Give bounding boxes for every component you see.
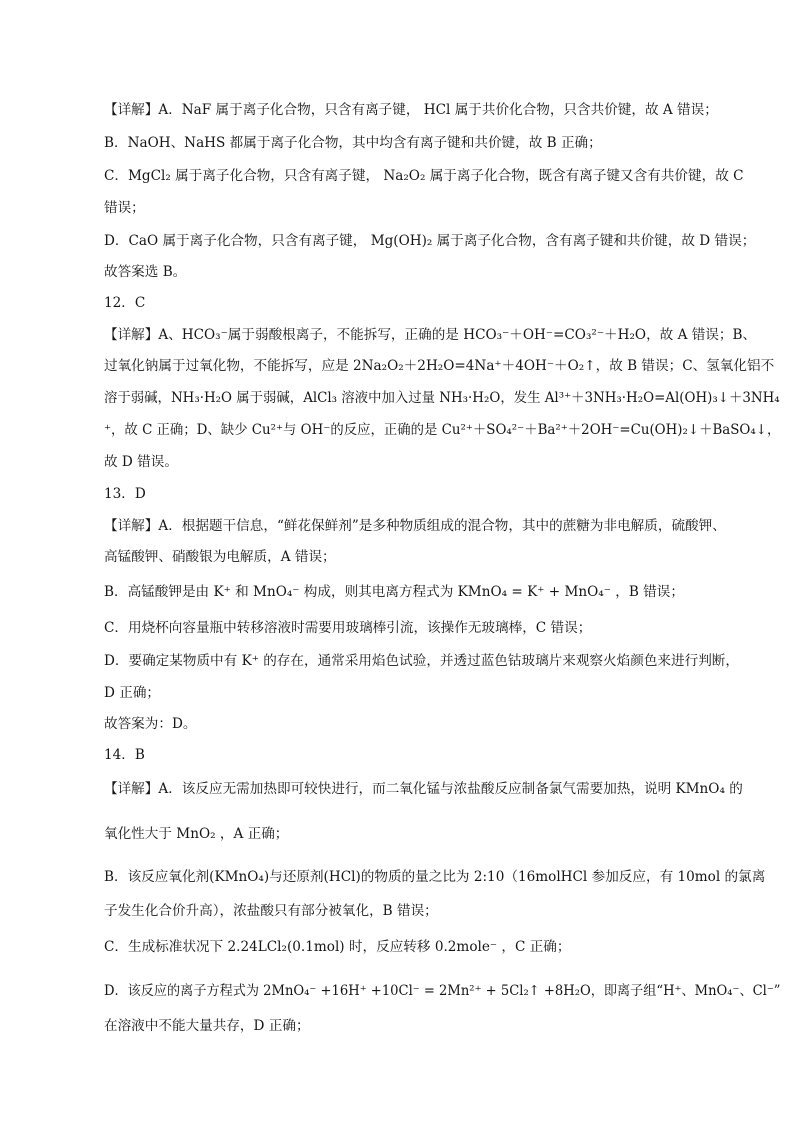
- question-number: 12．C: [104, 295, 146, 311]
- text-line: 子发生化合价升高），浓盐酸只有部分被氧化，B 错误；: [104, 903, 438, 919]
- text-line: 【详解】A．根据题干信息，“鲜花保鲜剂”是多种物质组成的混合物，其中的蔗糖为非电解质，硫酸钾、: [104, 518, 726, 534]
- text-line: 【详解】A．NaF 属于离子化合物，只含有离子键， HCl 属于共价化合物，只含共价键，故 A 错误；: [104, 102, 718, 118]
- text-line: D．要确定某物质中有 K⁺ 的存在，通常采用焰色试验，并透过蓝色钴玻璃片来观察火焰颜色来进行判断，: [104, 653, 739, 669]
- text-line: 故 D 错误。: [104, 454, 178, 470]
- text-line: B．NaOH、NaHS 都属于离子化合物，其中均含有离子键和共价键，故 B 正确；: [104, 135, 602, 151]
- text-line: C．用烧杯向容量瓶中转移溶液时需要用玻璃棒引流，该操作无玻璃棒，C 错误；: [104, 620, 592, 636]
- text-line: 过氧化钠属于过氧化物，不能拆写，应是 2Na₂O₂＋2H₂O=4Na⁺＋4OH⁻＋O₂↑，故 B 错误；C、氢氧化铝不: [104, 358, 775, 374]
- text-line: B．该反应氧化剂(KMnO₄)与还原剂(HCl)的物质的量之比为 2:10（16molHCl 参加反应，有 10mol 的氯离: [104, 869, 766, 885]
- text-line: B．高锰酸钾是由 K⁺ 和 MnO₄⁻ 构成，则其电离方程式为 KMnO₄ = K⁺ + MnO₄⁻ ，B 错误；: [104, 584, 684, 600]
- text-line: 错误；: [104, 200, 145, 216]
- question-number: 14．B: [104, 747, 145, 763]
- text-line: 【详解】A．该反应无需加热即可较快进行，而二氧化锰与浓盐酸反应制备氯气需要加热，说明 KMnO₄ 的: [104, 781, 743, 797]
- text-line: C．生成标准状况下 2.24LCl₂(0.1mol) 时，反应转移 0.2mole⁻ ，C 正确；: [104, 939, 571, 955]
- text-line: C．MgCl₂ 属于离子化合物，只含有离子键， Na₂O₂ 属于离子化合物，既含有离子键又含有共价键，故 C: [104, 168, 744, 184]
- text-line: 故答案为：D。: [104, 716, 197, 732]
- text-line: 在溶液中不能大量共存，D 正确；: [104, 1018, 310, 1034]
- text-line: D 正确；: [104, 685, 161, 701]
- text-line: D．CaO 属于离子化合物，只含有离子键， Mg(OH)₂ 属于离子化合物，含有离子键和共价键，故 D 错误；: [104, 233, 756, 249]
- text-line: D．该反应的离子方程式为 2MnO₄⁻ +16H⁺ +10Cl⁻ = 2Mn²⁺ + 5Cl₂↑ +8H₂O，即离子组“H⁺、MnO₄⁻、Cl⁻”: [104, 983, 781, 999]
- text-line: 【详解】A、HCO₃⁻属于弱酸根离子，不能拆写，正确的是 HCO₃⁻＋OH⁻=CO₃²⁻＋H₂O，故 A 错误；B、: [104, 327, 757, 343]
- text-line: ⁺，故 C 正确；D、缺少 Cu²⁺与 OH⁻的反应，正确的是 Cu²⁺＋SO₄²⁻＋Ba²⁺＋2OH⁻=Cu(OH)₂↓＋BaSO₄↓，: [104, 422, 781, 438]
- text-line: 故答案选 B。: [104, 264, 187, 280]
- text-line: 高锰酸钾、硝酸银为电解质，A 错误；: [104, 549, 336, 565]
- text-line: 溶于弱碱，NH₃·H₂O 属于弱碱，AlCl₃ 溶液中加入过量 NH₃·H₂O，发生 Al³⁺＋3NH₃·H₂O=Al(OH)₃↓＋3NH₄: [104, 390, 780, 406]
- question-number: 13．D: [104, 486, 146, 502]
- text-line: 氧化性大于 MnO₂ ，A 正确；: [104, 826, 289, 842]
